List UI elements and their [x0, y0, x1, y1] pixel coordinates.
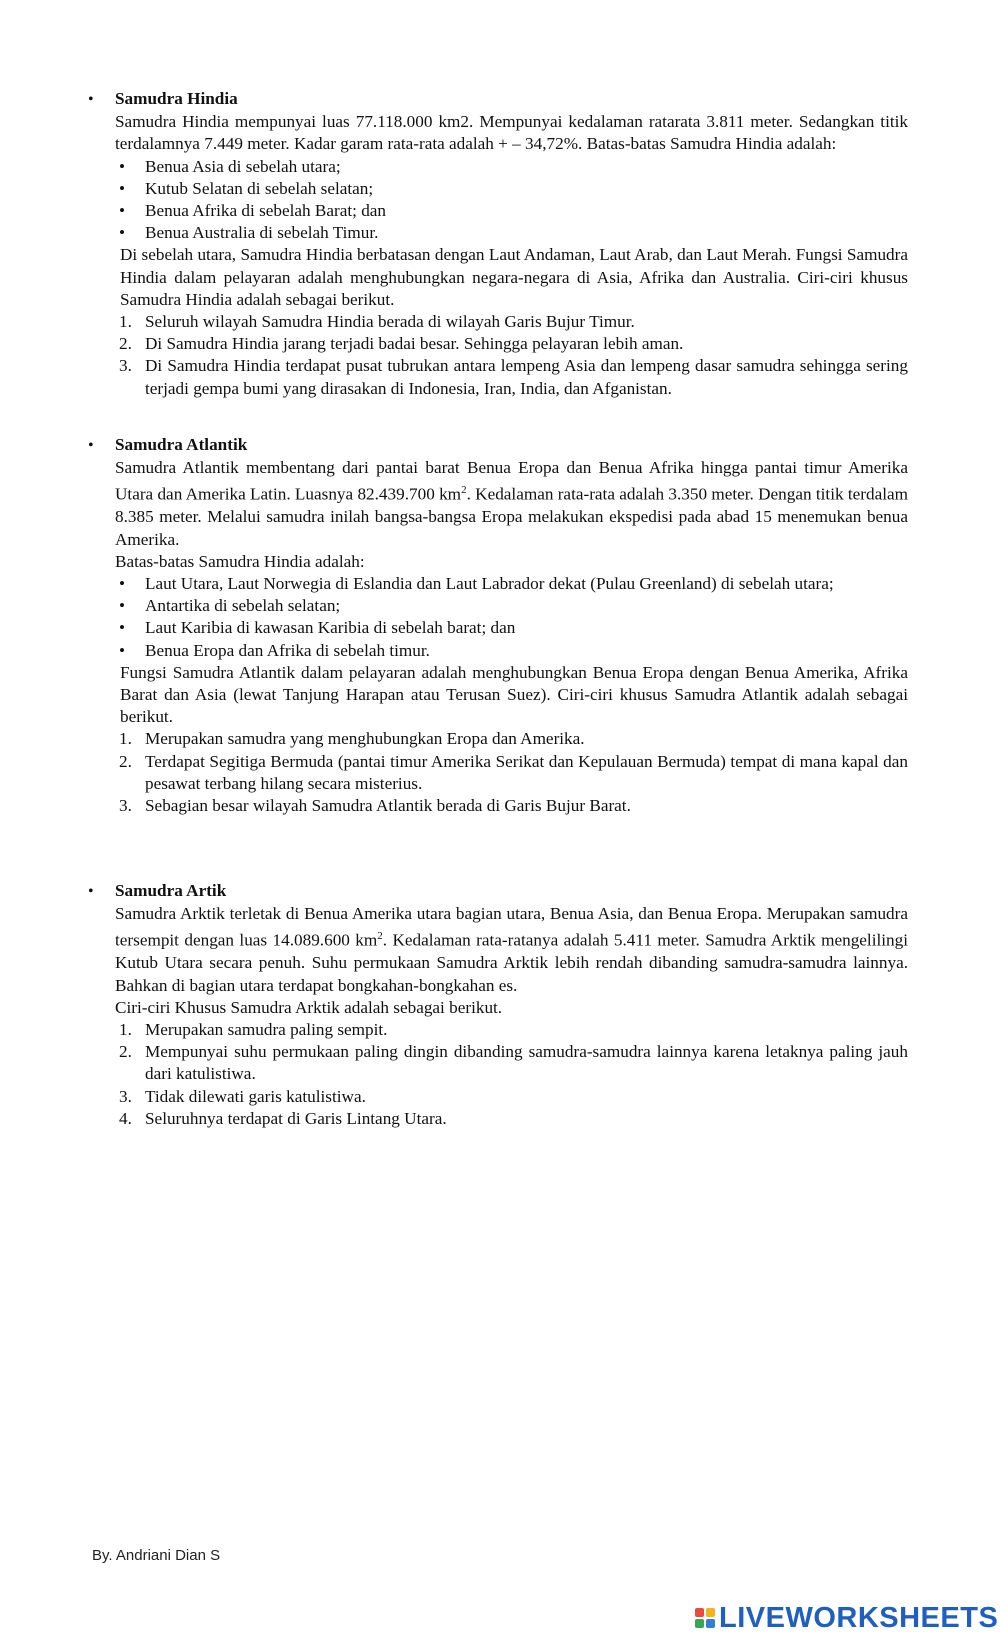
section-paragraph: Fungsi Samudra Atlantik dalam pelayaran adalah menghubungkan Benua Eropa dengan Benua Amerika, Afrika Barat dan Asia (lewat Tanjung Harapan atau Terusan Suez). Ciri-ciri khusus Samudra Atlantik adalah sebagai berikut.: [120, 662, 908, 727]
section-intro: Samudra Hindia mempunyai luas 77.118.000 km2. Mempunyai kedalaman ratarata 3.811 meter. Sedangkan titik terdalamnya 7.449 meter. Kadar garam rata-rata adalah + – 34,72%. Batas-batas Samudra Hindia adalah:: [115, 112, 908, 154]
list-item: 2. Terdapat Segitiga Bermuda (pantai timur Amerika Serikat dan Kepulauan Bermuda) tempat di mana kapal dan pesawat terbang hilang secara misterius.: [119, 751, 908, 793]
list-item: 1. Merupakan samudra paling sempit.: [119, 1019, 388, 1039]
brand-name: LIVEWORKSHEETS: [719, 1601, 999, 1634]
bullet-icon: •: [119, 201, 126, 221]
liveworksheets-logo-icon: [695, 1608, 715, 1628]
list-item: • Benua Eropa dan Afrika di sebelah timur.: [115, 640, 908, 662]
section-intro: Samudra Arktik terletak di Benua Amerika utara bagian utara, Benua Asia, dan Benua Eropa. Merupakan samudra tersempit dengan luas 14.089.600 $km^2$. Kedalaman rata-ratanya adalah 5.411 meter. Samudra Arktik mengelilingi Kutub Utara secara penuh. Suhu permukaan Samudra Arktik lebih rendah dibanding samudra-samudra lainnya. Bahkan di bagian utara terdapat bongkahan-bongkahan es.: [115, 904, 908, 995]
section-title: Samudra Artik: [115, 881, 227, 900]
list-item: 3. Di Samudra Hindia terdapat pusat tubrukan antara lempeng Asia dan lempeng dasar samudra sehingga sering terjadi gempa bumi yang dirasakan di Indonesia, Iran, India, dan Afganistan.: [119, 356, 908, 398]
section-heading: [88, 880, 908, 903]
list-item: 2. Di Samudra Hindia jarang terjadi badai besar. Sehingga pelayaran lebih aman.: [119, 334, 684, 354]
section-paragraph: Di sebelah utara, Samudra Hindia berbatasan dengan Laut Andaman, Laut Arab, dan Laut Merah. Fungsi Samudra Hindia dalam pelayaran adalah menghubungkan negara-negara di Asia, Afrika dan Australia. Ciri-ciri khusus Samudra Hindia adalah sebagai berikut.: [120, 245, 908, 309]
bullet-icon: •: [119, 178, 126, 198]
bullet-icon: •: [119, 640, 126, 660]
bullet-icon: •: [119, 156, 126, 176]
list-item: • Benua Asia di sebelah utara;: [115, 156, 908, 178]
border-list: [115, 156, 908, 245]
bullet-icon: •: [119, 596, 126, 616]
list-item: 2. Mempunyai suhu permukaan paling dingin dibanding samudra-samudra lainnya karena letaknya paling jauh dari katulistiwa.: [119, 1042, 908, 1084]
features-heading: Ciri-ciri Khusus Samudra Arktik adalah sebagai berikut.: [115, 997, 503, 1017]
list-item: 1. Merupakan samudra yang menghubungkan Eropa dan Amerika.: [119, 729, 585, 749]
bullet-icon: •: [88, 883, 94, 900]
list-item: • Laut Utara, Laut Norwegia di Eslandia dan Laut Labrador dekat (Pulau Greenland) di sebelah utara;: [115, 573, 908, 595]
section-title: Samudra Atlantik: [115, 435, 248, 454]
list-item: • Antartika di sebelah selatan;: [115, 595, 908, 617]
list-item: 1. Seluruh wilayah Samudra Hindia berada di wilayah Garis Bujur Timur.: [119, 312, 635, 332]
author-credit: By. Andriani Dian S: [92, 1547, 221, 1564]
list-item: 3. Tidak dilewati garis katulistiwa.: [119, 1086, 366, 1106]
list-item: • Kutub Selatan di sebelah selatan;: [115, 178, 908, 200]
list-item: 3. Sebagian besar wilayah Samudra Atlantik berada di Garis Bujur Barat.: [119, 795, 631, 815]
section-intro: Samudra Atlantik membentang dari pantai barat Benua Eropa dan Benua Afrika hingga pantai timur Amerika Utara dan Amerika Latin. Luasnya 82.439.700 $km^2$. Kedalaman rata-rata adalah 3.350 meter. Dengan titik terdalam 8.385 meter. Melalui samudra inilah bangsa-bangsa Eropa melakukan ekspedisi pada abad 15 menemukan benua Amerika.: [115, 458, 908, 549]
superscript: 2: [377, 930, 383, 943]
section-heading: [88, 88, 908, 111]
feature-list: [115, 728, 908, 817]
feature-list: [115, 311, 908, 400]
border-list: [115, 573, 908, 662]
bullet-icon: •: [88, 91, 94, 108]
list-item: • Benua Australia di sebelah Timur.: [115, 222, 908, 244]
list-item: • Laut Karibia di kawasan Karibia di sebelah barat; dan: [115, 617, 908, 639]
superscript: 2: [461, 484, 467, 497]
list-item: 4. Seluruhnya terdapat di Garis Lintang Utara.: [119, 1108, 447, 1128]
list-item: • Benua Afrika di sebelah Barat; dan: [115, 200, 908, 222]
section-samudra-artik: [88, 880, 908, 1130]
bullet-icon: •: [119, 573, 126, 593]
section-samudra-hindia: [88, 88, 908, 400]
borders-heading: Batas-batas Samudra Hindia adalah:: [115, 551, 365, 571]
bullet-icon: •: [88, 437, 94, 454]
liveworksheets-brand[interactable]: [695, 1601, 998, 1635]
section-samudra-atlantik: [88, 434, 908, 817]
bullet-icon: •: [119, 223, 126, 243]
feature-list: [115, 1019, 908, 1130]
section-heading: [88, 434, 908, 457]
bullet-icon: •: [119, 618, 126, 638]
section-title: Samudra Hindia: [115, 89, 238, 108]
